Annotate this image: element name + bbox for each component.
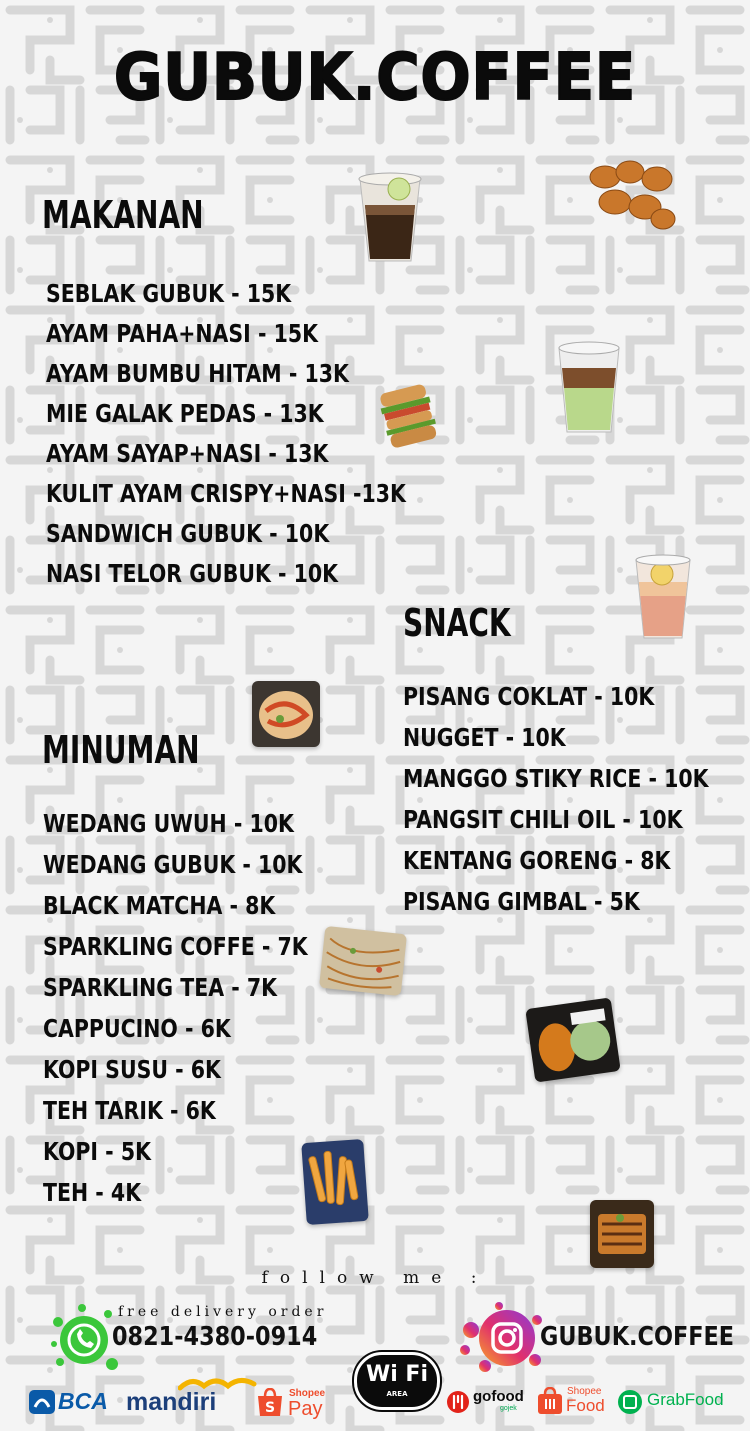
- menu-item: PISANG COKLAT - 10K: [403, 682, 655, 711]
- phone-number: 0821-4380-0914: [112, 1322, 318, 1352]
- wifi-area-label: AREA: [386, 1390, 408, 1398]
- free-delivery-label: free delivery order: [118, 1304, 328, 1320]
- menu-item: SANDWICH GUBUK - 10K: [46, 519, 330, 548]
- iced-coffee-photo: [355, 165, 425, 265]
- section-heading-makanan: MAKANAN: [42, 193, 204, 237]
- grabfood-icon: [617, 1389, 643, 1415]
- instagram-handle: GUBUK.COFFEE: [540, 1322, 735, 1352]
- menu-item: MIE GALAK PEDAS - 13K: [46, 399, 324, 428]
- menu-item: TEH TARIK - 6K: [43, 1096, 216, 1125]
- wedang-drinks-photo: [525, 997, 620, 1082]
- mie-galak-photo: [252, 681, 320, 747]
- brand-title: GUBUK.COFFEE: [113, 41, 637, 115]
- menu-item: SPARKLING TEA - 7K: [43, 973, 278, 1002]
- iced-tea-photo: [632, 552, 694, 640]
- menu-item: PANGSIT CHILI OIL - 10K: [403, 805, 683, 834]
- menu-item: WEDANG UWUH - 10K: [43, 809, 294, 838]
- sandwich-photo: [380, 382, 438, 456]
- snack-list: [403, 676, 750, 922]
- pisang-coklat-photo: [590, 1200, 654, 1268]
- menu-item: TEH - 4K: [43, 1178, 142, 1207]
- whatsapp-icon: [50, 1300, 120, 1380]
- bca-logo: BCA: [58, 1388, 108, 1414]
- shopeepay-top-label: Shopee: [289, 1388, 326, 1399]
- gofood-logo: gofood: [473, 1388, 524, 1405]
- shopeepay-bottom-label: Pay: [288, 1398, 323, 1420]
- matcha-latte-photo: [553, 338, 625, 434]
- menu-item: KOPI SUSU - 6K: [43, 1055, 221, 1084]
- shopeefood-icon: [537, 1387, 563, 1415]
- menu-item: SEBLAK GUBUK - 15K: [46, 279, 292, 308]
- shopeefood-top-label: Shopee: [567, 1386, 602, 1397]
- menu-item: KOPI - 5K: [43, 1137, 151, 1166]
- menu-item: SPARKLING COFFE - 7K: [43, 932, 308, 961]
- mandiri-logo: mandiri: [126, 1388, 217, 1416]
- wifi-label: Wi Fi: [365, 1362, 429, 1387]
- menu-item: BLACK MATCHA - 8K: [43, 891, 276, 920]
- section-heading-snack: SNACK: [403, 601, 511, 645]
- follow-me-label: follow me :: [261, 1268, 489, 1288]
- svg-text:S: S: [264, 1400, 276, 1416]
- gofood-sub-label: gojek: [500, 1405, 517, 1412]
- section-heading-minuman: MINUMAN: [42, 728, 200, 772]
- menu-item: AYAM PAHA+NASI - 15K: [46, 319, 319, 348]
- menu-item: KULIT AYAM CRISPY+NASI -13K: [46, 479, 406, 508]
- menu-item: NUGGET - 10K: [403, 723, 566, 752]
- menu-item: MANGGO STIKY RICE - 10K: [403, 764, 709, 793]
- menu-item: WEDANG GUBUK - 10K: [43, 850, 303, 879]
- fried-noodle-photo: [319, 926, 407, 996]
- instagram-icon: [455, 1300, 545, 1378]
- shopeefood-bottom-label: Food: [566, 1396, 605, 1415]
- shopeepay-icon: [256, 1388, 284, 1418]
- wifi-badge: [354, 1352, 440, 1410]
- grabfood-logo: GrabFood: [647, 1390, 724, 1409]
- menu-item: PISANG GIMBAL - 5K: [403, 887, 640, 916]
- menu-item: NASI TELOR GUBUK - 10K: [46, 559, 339, 588]
- bca-icon: [28, 1389, 56, 1415]
- menu-item: CAPPUCINO - 6K: [43, 1014, 231, 1043]
- menu-item: AYAM SAYAP+NASI - 13K: [46, 439, 329, 468]
- fried-snack-photo: [585, 157, 680, 237]
- menu-item: AYAM BUMBU HITAM - 13K: [46, 359, 349, 388]
- french-fries-photo: [301, 1139, 369, 1225]
- menu-item: KENTANG GORENG - 8K: [403, 846, 671, 875]
- gofood-icon: [446, 1390, 470, 1414]
